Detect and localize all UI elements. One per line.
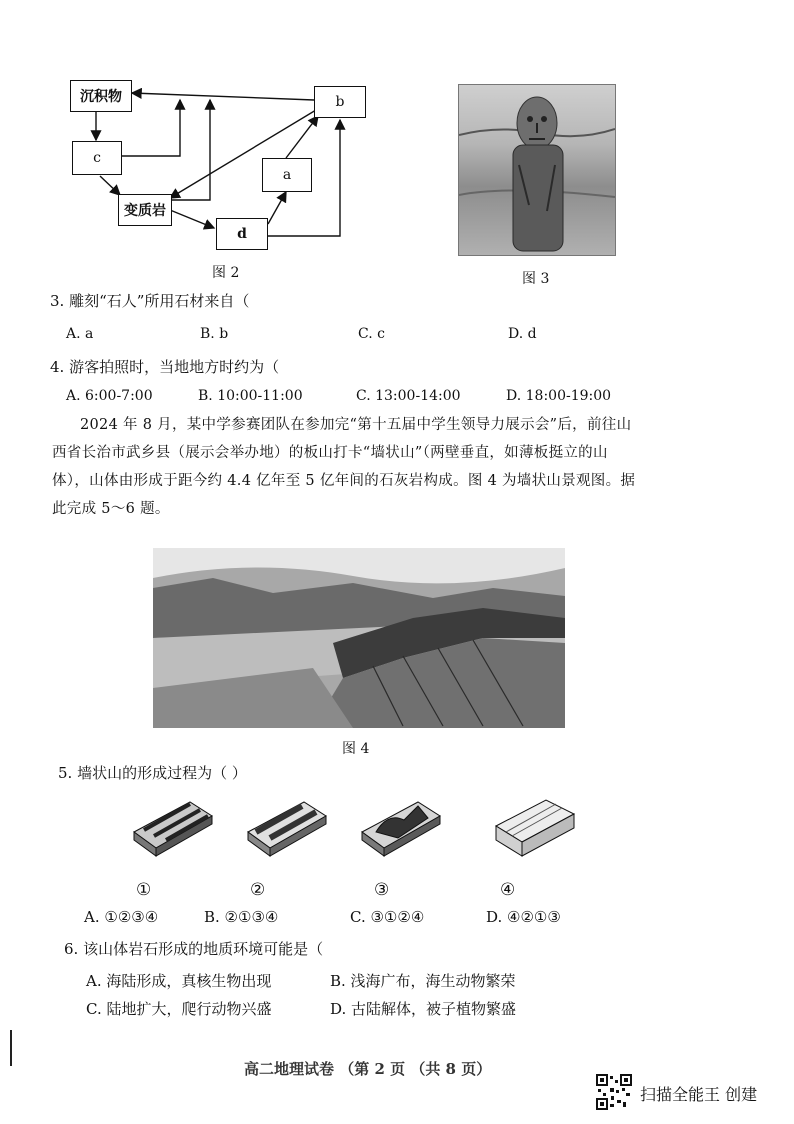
rock-a-box: a	[262, 158, 312, 192]
passage-line-3: 体），山体由形成于距今约 4.4 亿年至 5 亿年间的石灰岩构成。图 4 为墙状山景观图。据	[52, 473, 636, 489]
q4-option-a: A. 6:00-7:00	[66, 388, 153, 404]
rock-b-box: b	[314, 86, 366, 118]
passage-line-1: 2024 年 8 月，某中学参赛团队在参加完“第十五届中学生领导力展示会”后，前往山	[80, 417, 632, 433]
q6-option-d: D. 古陆解体，被子植物繁盛	[330, 1000, 517, 1018]
block-diagram-1-icon	[130, 792, 216, 858]
question-6-stem: 6. 该山体岩石形成的地质环境可能是（	[64, 940, 324, 958]
block-diagram-3-icon	[358, 792, 444, 858]
q4-option-b: B. 10:00-11:00	[198, 388, 303, 404]
stone-statue-photo	[458, 84, 616, 256]
qr-code-icon	[596, 1074, 632, 1110]
question-5-stem: 5. 墙状山的形成过程为（ ）	[58, 764, 247, 782]
question-3-stem: 3. 雕刻“石人”所用石材来自（	[50, 292, 250, 310]
rock-d-box: d	[216, 218, 268, 250]
q5-option-b: B. ②①③④	[204, 908, 279, 926]
block-label-3: ③	[374, 880, 390, 900]
q4-option-d: D. 18:00-19:00	[506, 388, 612, 404]
passage-line-4: 此完成 5～6 题。	[52, 501, 170, 517]
block-diagram-2-icon	[244, 792, 330, 858]
q4-option-c: C. 13:00-14:00	[356, 388, 461, 404]
block-diagram-4-icon	[492, 792, 578, 858]
metamorphic-rock-box: 变质岩	[118, 194, 172, 226]
passage-line-2: 西省长治市武乡县（展示会举办地）的板山打卡“墙状山”（两壁垂直，如薄板挺立的山	[52, 445, 608, 461]
figure4-caption: 图 4	[342, 741, 370, 757]
margin-mark	[10, 1030, 12, 1066]
q5-option-d: D. ④②①③	[486, 908, 561, 926]
q3-option-a: A. a	[66, 326, 94, 342]
block-label-4: ④	[500, 880, 516, 900]
rock-c-box: c	[72, 141, 122, 175]
q5-option-a: A. ①②③④	[84, 908, 159, 926]
q5-option-c: C. ③①②④	[350, 908, 425, 926]
q6-option-a: A. 海陆形成，真核生物出现	[86, 972, 272, 990]
wall-mountain-photo	[153, 548, 565, 728]
q3-option-c: C. c	[358, 326, 385, 342]
q6-option-c: C. 陆地扩大，爬行动物兴盛	[86, 1000, 272, 1018]
figure3-caption: 图 3	[522, 271, 550, 287]
landscape-illustration	[153, 548, 565, 728]
q6-option-b: B. 浅海广布，海生动物繁荣	[330, 972, 516, 990]
question-4-stem: 4. 游客拍照时，当地地方时约为（	[50, 358, 280, 376]
q3-option-b: B. b	[200, 326, 229, 342]
block-label-1: ①	[136, 880, 152, 900]
sediment-box: 沉积物	[70, 80, 132, 112]
q3-option-d: D. d	[508, 326, 537, 342]
statue-illustration	[459, 85, 615, 255]
page-footer-label: 高二地理试卷 （第 2 页 （共 8 页）	[244, 1060, 492, 1078]
figure2-caption: 图 2	[212, 265, 240, 281]
block-label-2: ②	[250, 880, 266, 900]
scanner-watermark: 扫描全能王 创建	[640, 1085, 758, 1104]
